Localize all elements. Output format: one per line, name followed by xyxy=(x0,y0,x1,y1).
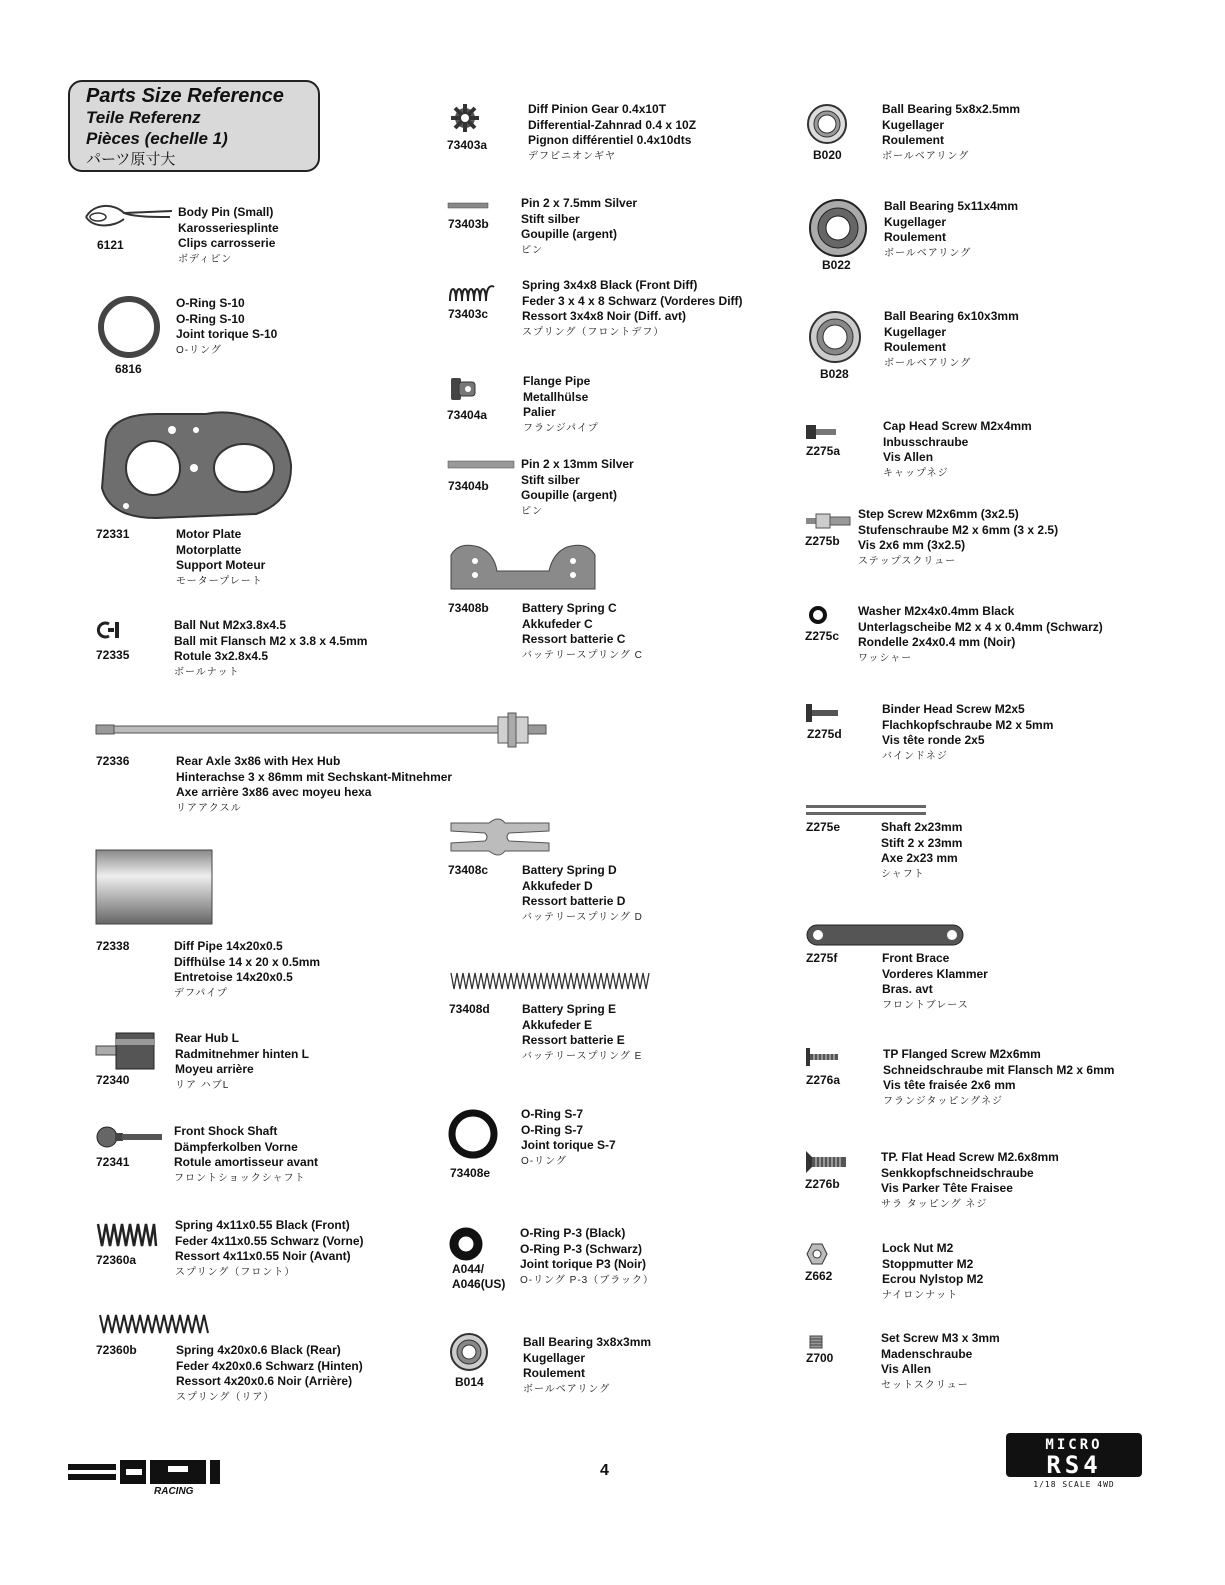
page-number: 4 xyxy=(600,1462,609,1479)
part-label: TP. Flat Head Screw M2.6x8mm Senkkopfschneidschraube Vis Parker Tête Fraisee サラ タッピング ネジ xyxy=(881,1150,1059,1210)
front-brace-image xyxy=(806,922,966,948)
part-label: Set Screw M3 x 3mm Madenschraube Vis Allen セットスクリュー xyxy=(881,1331,1000,1391)
battery-spring-d-image xyxy=(449,815,551,859)
rear-hub-image xyxy=(96,1033,156,1069)
part-code: 72360a xyxy=(96,1253,137,1267)
diff-pinion-gear-image xyxy=(449,103,481,133)
flange-pipe-image xyxy=(449,376,477,402)
spring-front-image xyxy=(96,1222,158,1248)
ball-bearing-3x8x3-image xyxy=(449,1332,489,1372)
part-code: 73403b xyxy=(448,217,489,231)
ball-nut-image xyxy=(97,620,123,640)
part-code: B022 xyxy=(822,258,851,272)
body-pin-image xyxy=(84,203,174,231)
part-code: 6816 xyxy=(115,362,142,376)
part-code: Z275c xyxy=(805,629,840,643)
part-code: 73408e xyxy=(450,1166,491,1180)
part-label: Pin 2 x 7.5mm Silver Stift silber Goupille (argent) ピン xyxy=(521,196,638,256)
part-label: O-Ring S-10 O-Ring S-10 Joint torique S-10 O-リング xyxy=(176,296,278,356)
part-code: 73403c xyxy=(448,307,489,321)
hpi-racing-logo xyxy=(68,1460,224,1496)
part-code: Z275d xyxy=(807,727,842,741)
rear-axle-image xyxy=(96,713,548,747)
pin-7-5mm-image xyxy=(448,203,488,209)
part-code: 72340 xyxy=(96,1073,130,1087)
ball-bearing-6x10x3-image xyxy=(808,310,862,364)
tp-flat-head-screw-image xyxy=(806,1151,848,1173)
spring-rear-image xyxy=(98,1313,210,1335)
part-code: 73404b xyxy=(448,479,489,493)
part-code: Z275e xyxy=(806,820,841,834)
part-label: Washer M2x4x0.4mm Black Unterlagscheibe M2 x 4 x 0.4mm (Schwarz) Rondelle 2x4x0.4 mm (Noir) ワッシャー xyxy=(858,604,1103,664)
cap-head-screw-image xyxy=(806,425,838,439)
part-label: Front Brace Vorderes Klammer Bras. avt フロントブレース xyxy=(882,951,988,1011)
part-label: Battery Spring C Akkufeder C Ressort batterie C バッテリースプリング C xyxy=(522,601,643,661)
part-label: Body Pin (Small) Karosseriesplinte Clips carrosserie ボディピン xyxy=(178,205,279,265)
spring-front-diff-image xyxy=(448,283,498,303)
part-label: Cap Head Screw M2x4mm Inbusschraube Vis Allen キャップネジ xyxy=(883,419,1032,479)
part-code: B014 xyxy=(455,1375,484,1389)
part-code: 73404a xyxy=(447,408,488,422)
o-ring-p3-image xyxy=(449,1227,483,1261)
part-label: Ball Bearing 5x8x2.5mm Kugellager Roulement ボールベアリング xyxy=(882,102,1021,162)
o-ring-s7-image xyxy=(447,1108,499,1160)
part-code: 72336 xyxy=(96,754,130,768)
part-code: B028 xyxy=(820,367,849,381)
part-label: Ball Bearing 5x11x4mm Kugellager Roulement ボールベアリング xyxy=(884,199,1019,259)
part-code: 6121 xyxy=(97,238,124,252)
part-code: 73403a xyxy=(447,138,488,152)
step-screw-image xyxy=(806,510,852,532)
part-label: Battery Spring D Akkufeder D Ressort batterie D バッテリースプリング D xyxy=(522,863,643,923)
part-label: Ball Bearing 3x8x3mm Kugellager Roulement ボールベアリング xyxy=(523,1335,652,1395)
parts-size-reference-header xyxy=(68,80,320,172)
part-code: Z276a xyxy=(806,1073,841,1087)
part-label: Ball Bearing 6x10x3mm Kugellager Roulement ボールベアリング xyxy=(884,309,1019,369)
part-code-us: A046(US) xyxy=(452,1277,506,1291)
part-label: Diff Pinion Gear 0.4x10T Differential-Zahnrad 0.4 x 10Z Pignon différentiel 0.4x10dts デフピニオンギヤ xyxy=(528,102,697,162)
part-label: Front Shock Shaft Dämpferkolben Vorne Rotule amortisseur avant フロントショックシャフト xyxy=(174,1124,319,1184)
part-label: Flange Pipe Metallhülse Palier フランジパイプ xyxy=(523,374,599,434)
part-code: 72341 xyxy=(96,1155,130,1169)
part-label: Battery Spring E Akkufeder E Ressort batterie E バッテリースプリング E xyxy=(522,1002,643,1062)
ball-bearing-5x11x4-image xyxy=(808,198,868,258)
part-label: TP Flanged Screw M2x6mm Schneidschraube mit Flansch M2 x 6mm Vis tête fraisée 2x6 mm フランジタッピングネジ xyxy=(883,1047,1115,1107)
part-code: A044/ xyxy=(452,1262,485,1276)
svg-text:MICRO: MICRO xyxy=(1045,1437,1103,1453)
part-label: Step Screw M2x6mm (3x2.5) Stufenschraube M2 x 6mm (3 x 2.5) Vis 2x6 mm (3x2.5) ステップスクリュー xyxy=(858,507,1059,567)
header-title-en: Parts Size Reference xyxy=(86,85,284,107)
part-label: Ball Nut M2x3.8x4.5 Ball mit Flansch M2 x 3.8 x 4.5mm Rotule 3x2.8x4.5 ボールナット xyxy=(174,618,368,678)
part-code: Z275a xyxy=(806,444,841,458)
part-code: 73408c xyxy=(448,863,489,877)
part-code: Z275f xyxy=(806,951,838,965)
ball-bearing-5x8x2-5-image xyxy=(806,103,848,145)
part-code: 72338 xyxy=(96,939,130,953)
part-code: 72335 xyxy=(96,648,130,662)
binder-head-screw-image xyxy=(806,704,840,722)
header-title-ja: パーツ原寸大 xyxy=(86,151,176,168)
set-screw-image xyxy=(810,1336,822,1348)
part-code: Z276b xyxy=(805,1177,840,1191)
part-label: Diff Pipe 14x20x0.5 Diffhülse 14 x 20 x 0.5mm Entretoise 14x20x0.5 デフパイプ xyxy=(174,939,321,999)
battery-spring-c-image xyxy=(449,541,599,591)
diff-pipe-image xyxy=(96,850,212,924)
part-label: Binder Head Screw M2x5 Flachkopfschraube M2 x 5mm Vis tête ronde 2x5 バインドネジ xyxy=(882,702,1054,762)
part-label: Spring 4x11x0.55 Black (Front) Feder 4x11x0.55 Schwarz (Vorne) Ressort 4x11x0.55 Noir (Avant) スプリング（フロント） xyxy=(175,1218,364,1278)
motor-plate-image xyxy=(96,410,296,522)
part-label: Rear Hub L Radmitnehmer hinten L Moyeu arrière リア ハブL xyxy=(175,1031,310,1091)
part-label: Lock Nut M2 Stoppmutter M2 Ecrou Nylstop M2 ナイロンナット xyxy=(882,1241,984,1301)
o-ring-s10-image xyxy=(96,294,162,360)
svg-text:RACING: RACING xyxy=(154,1486,194,1497)
part-label: O-Ring S-7 O-Ring S-7 Joint torique S-7 O-リング xyxy=(521,1107,616,1167)
part-label: Spring 3x4x8 Black (Front Diff) Feder 3 x 4 x 8 Schwarz (Vorderes Diff) Ressort 3x4x8 Noir (Diff. avt) スプリング（フロントデフ） xyxy=(522,278,743,338)
part-code: 72360b xyxy=(96,1343,137,1357)
pin-13mm-image xyxy=(448,461,514,469)
part-code: 73408b xyxy=(448,601,489,615)
battery-spring-e-image xyxy=(449,971,652,991)
part-code: Z275b xyxy=(805,534,840,548)
svg-text:1/18 SCALE 4WD: 1/18 SCALE 4WD xyxy=(1033,1480,1115,1489)
part-label: O-Ring P-3 (Black) O-Ring P-3 (Schwarz) Joint torique P3 (Noir) O-リング P-3（ブラック） xyxy=(520,1226,655,1286)
header-title-de: Teile Referenz xyxy=(86,108,201,127)
part-code: Z700 xyxy=(806,1351,834,1365)
part-code: Z662 xyxy=(805,1269,833,1283)
svg-text:RS4: RS4 xyxy=(1046,1451,1102,1479)
part-label: Shaft 2x23mm Stift 2 x 23mm Axe 2x23 mm シャフト xyxy=(881,820,963,880)
part-label: Rear Axle 3x86 with Hex Hub Hinterachse 3 x 86mm mit Sechskant-Mitnehmer Axe arrière 3x86 avec moyeu hexa リアアクスル xyxy=(176,754,453,814)
part-code: B020 xyxy=(813,148,842,162)
header-title-fr: Pièces (echelle 1) xyxy=(86,129,228,148)
part-label: Motor Plate Motorplatte Support Moteur モータープレート xyxy=(176,527,266,587)
lock-nut-image xyxy=(806,1243,828,1265)
part-label: Pin 2 x 13mm Silver Stift silber Goupille (argent) ピン xyxy=(521,457,634,517)
part-code: 72331 xyxy=(96,527,130,541)
front-shock-shaft-image xyxy=(96,1125,164,1149)
shaft-2x23-image xyxy=(806,803,930,817)
micro-rs4-logo xyxy=(1006,1433,1146,1489)
washer-image xyxy=(808,605,828,625)
tp-flanged-screw-image xyxy=(806,1048,840,1066)
part-code: 73408d xyxy=(449,1002,490,1016)
part-label: Spring 4x20x0.6 Black (Rear) Feder 4x20x0.6 Schwarz (Hinten) Ressort 4x20x0.6 Noir (Arrière) スプリング（リア） xyxy=(176,1343,363,1403)
